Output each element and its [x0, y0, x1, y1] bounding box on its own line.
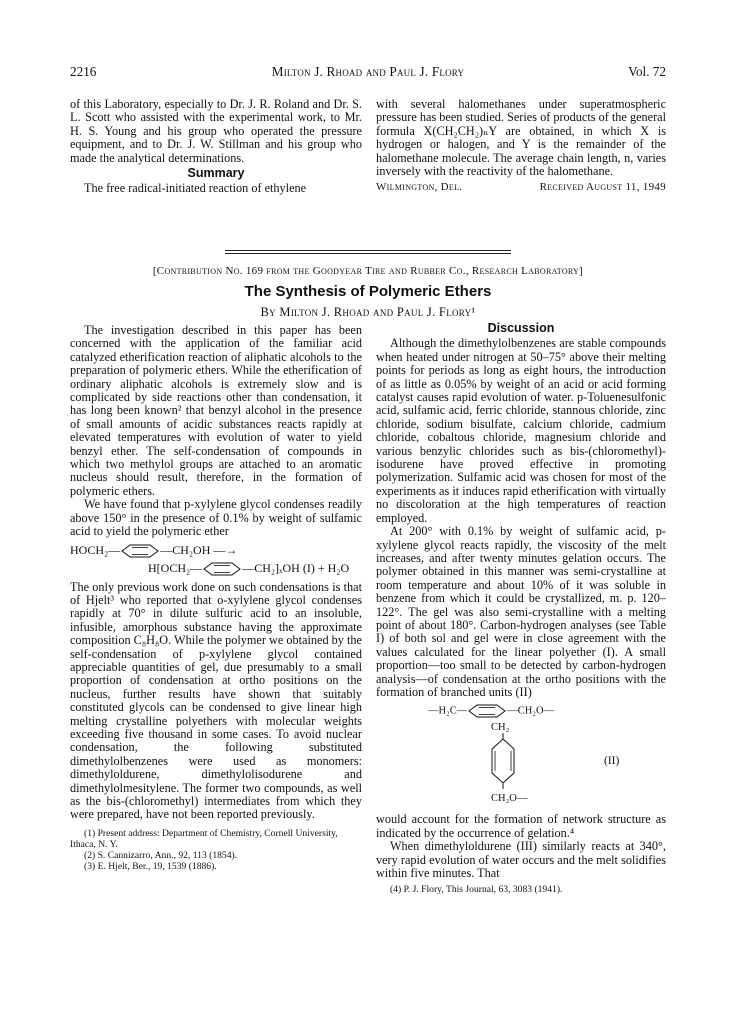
footnote-3: (3) E. Hjelt, Ber., 19, 1539 (1886). — [84, 860, 217, 872]
xylylene-paragraph: We have found that p-xylylene glycol condenses readily above 150° in the presence of 0.1% by weight of sulfamic acid to yield the polymeric ether — [70, 497, 362, 539]
separator-rule-bottom — [225, 253, 511, 254]
polymer-left-group: H[OCH₂— — [148, 560, 203, 575]
page-number: 2216 — [70, 64, 97, 79]
previous-work-paragraph: The only previous work done on such condensations is that of Hjelt³ who reported that o-xylylene glycol condenses rapidly at 70° in dilute sulfuric acid to an insoluble, infusible, amorphous substance having the approximate composition C₈H₈O. While the polymer we obtained by the self-condensation of p-xylylene glycol contained appreciable quantities of gel, due presumably to a small proportion of condensation at ortho positions on the nucleus, further results have shown that suitably constituted glycols can be condensed to give linear high melting crystalline polyethers with molecular weights exceeding five thousand in some cases. To avoid nuclear condensation, the following substituted dimethylolbenzenes were used as monomers: dimethyloldurene, dimethylolisodurene and dimethylolmesitylene. The former two compounds, as well as the bis-(chloromethyl) intermediates from which they were prepared, have not been reported previously. — [70, 579, 362, 822]
discussion-paragraph-1: Although the dimethylolbenzenes are stable compounds when heated under nitrogen at 50–75° above their melting points for periods as long as eight hours, the introduction of as little as 0.05% by weight of an acid or acid forming catalyst causes rapid evolution of water. p-Toluenesulfonic acid, sulfamic acid, ferric chloride, stannous chloride, zinc chloride, sodium bisulfate, calcium chloride, cadmium chloride, cobaltous chloride, magnesium chloride and various benzylic chlorides such as bis-(chloromethyl)-isodurene have proved effective in promoting polymerization. Sulfamic acid was chosen for most of the experiments as it induces rapid etherification with virtually no discoloration at the high temperatures of reaction employed. — [376, 336, 666, 525]
equation-i — [70, 541, 362, 579]
running-title: Milton J. Rhoad and Paul J. Flory — [271, 64, 465, 79]
article-title: The Synthesis of Polymeric Ethers — [244, 283, 492, 300]
footnote-4: (4) P. J. Flory, This Journal, 63, 3083 (1941). — [390, 884, 563, 896]
discussion-paragraph-3: would account for the formation of network structure as indicated by the occurrence of gelation.⁴ — [376, 812, 666, 840]
previous-article-left-column — [70, 98, 362, 196]
summary-heading: Summary — [187, 166, 245, 181]
vertical-benzene-ring-icon — [490, 733, 516, 789]
article-authors: By Milton J. Rhoad and Paul J. Flory¹ — [260, 305, 476, 319]
reactant-left-group: HOCH₂— — [70, 542, 121, 557]
location: Wilmington, Del. — [376, 181, 463, 194]
structure-ii — [376, 701, 666, 813]
polymer-right-group: —CH₂]ₓOH (I) + H₂O — [242, 560, 350, 575]
benzene-ring-icon — [202, 562, 242, 576]
structure-label: (II) — [604, 755, 620, 768]
contribution-line: [Contribution No. 169 from the Goodyear Tire and Rubber Co., Research Laboratory] — [152, 265, 584, 277]
footnotes-right — [376, 884, 666, 895]
previous-article-right-column — [376, 98, 666, 195]
equation-line-1 — [70, 544, 237, 558]
signature-line — [376, 181, 666, 194]
structure-branch-ch2: CH₂ — [491, 722, 510, 734]
volume-label: Vol. 72 — [628, 64, 666, 79]
structure-left-group: —H₂C— — [428, 705, 468, 717]
intro-paragraph: The investigation described in this paper has been concerned with the application of the familiar acid catalyzed etherification reaction of aliphatic alcohols to the preparation of polymeric ethers. While the etherification of ordinary aliphatic alcohols is extremely slow and is complicated by side reactions other than condensation, it has long been known² that benzyl alcohol in the presence of small amounts of acidic substances reacts rapidly at elevated temperatures with evolution of water to yield benzyl ether. The self-condensation of compounds in which two methylol groups are attached to an aromatic nucleus should result, therefore, in the formation of polymeric ethers. — [70, 323, 362, 498]
benzene-ring-icon — [467, 704, 507, 718]
reactant-right-group: —CH₂OH —→ — [160, 542, 238, 557]
article-left-column — [70, 324, 362, 872]
discussion-paragraph-4: When dimethyloldurene (III) similarly reacts at 340°, very rapid evolution of water occurs and the melt solidifies within five minutes. That — [376, 839, 666, 880]
structure-right-group: —CH₂O— — [507, 705, 555, 717]
discussion-paragraph-2: At 200° with 0.1% by weight of sulfamic acid, p-xylylene glycol reacts rapidly, the viscosity of the melt increases, and after twenty minutes gelation occurs. The polymer obtained in this manner was semi-crystalline at room temperature and about 10% of it was soluble in benzene from which it could be crystallized, m. p. 120–122°. The gel was also semi-crystalline with a melting point of about 180°. Carbon-hydrogen analyses (see Table I) of both sol and gel were in close agreement with the values calculated for the linear polyether (I). A small proportion—too small to be detected by carbon-hydrogen analysis—of condensation at the ortho positions with the formation of branched units (II) — [376, 524, 666, 699]
footnote-1: (1) Present address: Department of Chemistry, Cornell University, Ithaca, N. Y. — [70, 827, 338, 850]
acknowledgement-paragraph: of this Laboratory, especially to Dr. J. R. Roland and Dr. S. L. Scott who assisted with the experimental work, to Mr. H. S. Young and his group who operated the pressure equipment, and to Dr. J. W. Stillman and his group who made the analytical determinations. — [70, 97, 362, 165]
structure-top-row — [428, 704, 554, 718]
benzene-ring-icon — [120, 544, 160, 558]
summary-paragraph-continued: with several halomethanes under superatmospheric pressure has been studied. Series of products of the general formula X(CH₂CH₂)ₙY are obtained, in which X is hydrogen or halogen, and Y is the remainder of the halomethane molecule. The average chain length, n, varies inversely with the reactivity of the halomethane. — [376, 97, 666, 179]
equation-line-2 — [148, 562, 349, 576]
discussion-heading: Discussion — [487, 321, 555, 335]
separator-rule-top — [225, 250, 511, 251]
structure-bottom-group: CH₂O— — [491, 793, 528, 805]
article-right-column — [376, 321, 666, 896]
summary-paragraph-start: The free radical-initiated reaction of ethylene — [84, 181, 307, 196]
footnotes-left — [70, 828, 362, 872]
footnote-2: (2) S. Cannizarro, Ann., 92, 113 (1854). — [84, 849, 238, 861]
received-date: Received August 11, 1949 — [539, 181, 666, 194]
